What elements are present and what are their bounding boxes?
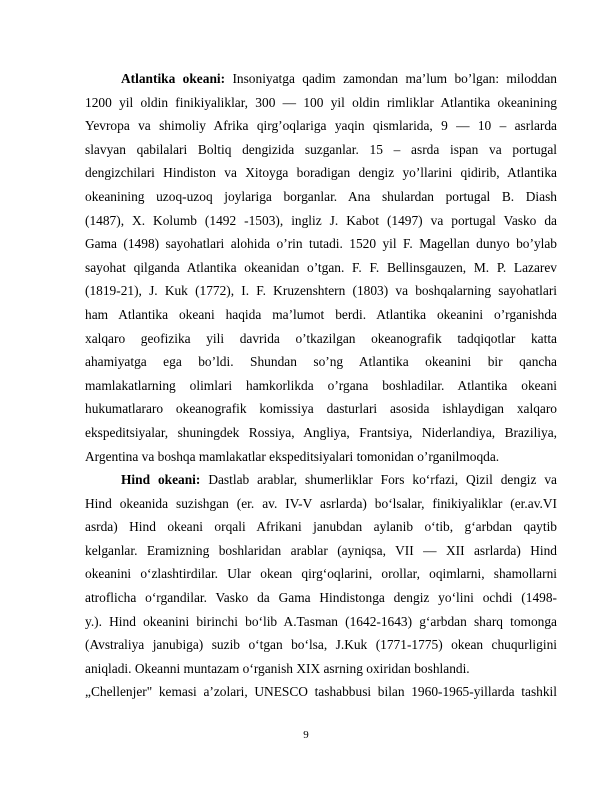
paragraph-line: dengizchilari Hindiston va Xitoyga boradigan dengiz yo’llarini qidirib, Atlantika [85,165,557,181]
paragraph-line: „Chellenjer" kemasi a’zolari, UNESCO tashabbusi bilan 1960-1965-yillarda tashkil [85,684,557,700]
paragraph-line: y.). Hind okeanini birinchi bo‘lib A.Tasman (1642-1643) g‘arbdan sharq tomonga [85,613,557,629]
paragraph-line [85,468,557,492]
paragraph-line: mamlakatlarning olimlari hamkorlikda o’rgana boshladilar. Atlantika okeani [85,377,557,393]
line-text: Dastlab arablar, shumerliklar Fors ko‘rfazi, Qizil dengiz va [208,472,557,488]
section-heading-atlantic: Atlantika okeani: [121,71,226,86]
paragraph-line: kelganlar. Eramizning boshlaridan arablar (ayniqsa, VII — XII asrlarda) Hind [85,542,557,558]
paragraph-line: okeanini o‘zlashtirdilar. Ular okean qirg‘oqlarini, orollar, oqimlarni, shamollarni [85,566,557,582]
paragraph-line: hukumatlararo okeanografik komissiya dasturlari asosida ishlaydigan xalqaro [85,401,557,417]
document-body [85,67,557,704]
paragraph-line: xalqaro geofizika yili davrida o’tkazilgan okeanografik tadqiqotlar katta [85,330,557,346]
page-number: 9 [303,729,309,741]
paragraph-line: Argentina va boshqa mamlakatlar ekspeditsiyalari tomonidan o’rganilmoqda. [85,448,500,464]
paragraph-line: sayohat qilganda Atlantika okeanidan o’tgan. F. F. Bellinsgauzen, M. P. Lazarev [85,259,557,275]
line-text: Insoniyatga qadim zamondan ma’lum bo’lgan: miloddan [232,71,557,86]
paragraph-line: Gama (1498) sayohatlari alohida o’rin tutadi. 1520 yil F. Magellan dunyo bo’ylab [85,236,557,252]
paragraph-line: asrda) Hind okeani orqali Afrikani janubdan aylanib o‘tib, g‘arbdan qaytib [85,519,557,535]
paragraph-line: Hind okeanida suzishgan (er. av. IV-V asrlarda) bo‘lsalar, finikiyaliklar (er.av.VI [85,495,557,511]
paragraph-line: aniqladi. Okeanni muntazam o‘rganish XIX asrning oxiridan boshlandi. [85,660,470,676]
paragraph-atlantic-ocean [85,67,557,468]
paragraph-line: (Avstraliya janubiga) suzib o‘tgan bo‘lsa, J.Kuk (1771-1775) okean chuqurligini [85,637,557,653]
paragraph-line: 1200 yil oldin finikiyaliklar, 300 — 100 yil oldin rimliklar Atlantika okeanining [85,94,557,110]
paragraph-line: (1819-21), J. Kuk (1772), I. F. Kruzenshtern (1803) va boshqalarning sayohatlari [85,283,557,299]
paragraph-indian-ocean [85,468,557,704]
paragraph-line: ahamiyatga ega bo’ldi. Shundan so’ng Atlantika okeanini bir qancha [85,354,557,370]
paragraph-line: slavyan qabilalari Boltiq dengizida suzganlar. 15 – asrda ispan va portugal [85,141,557,157]
paragraph-line: atroflicha o‘rgandilar. Vasko da Gama Hindistonga dengiz yo‘lini ochdi (1498- [85,590,557,606]
paragraph-line: (1487), X. Kolumb (1492 -1503), ingliz J. Kabot (1497) va portugal Vasko da [85,212,557,228]
paragraph-line: ham Atlantika okeani haqida ma’lumot berdi. Atlantika okeanini o’rganishda [85,306,557,322]
paragraph-line: Yevropa va shimoliy Afrika qirg’oqlariga yaqin qismlarida, 9 — 10 – asrlarda [85,118,557,134]
paragraph-line [85,67,557,91]
paragraph-line: okeanining uzoq-uzoq joylariga borganlar. Ana shulardan portugal B. Diash [85,188,557,204]
paragraph-line: ekspeditsiyalar, shuningdek Rossiya, Angliya, Frantsiya, Niderlandiya, Braziliya, [85,424,557,440]
section-heading-indian: Hind okeani: [121,472,201,488]
